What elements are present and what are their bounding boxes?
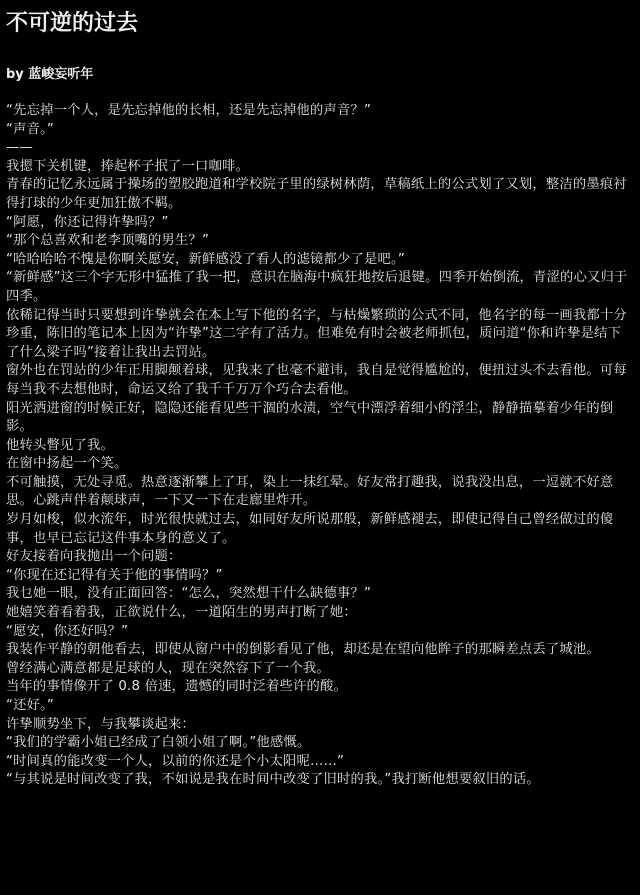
article-paragraph: 她嬉笑着看着我，正欲说什么，一道陌生的男声打断了她： [6,605,357,621]
article-paragraph: 许挚顺势坐下，与我攀谈起来： [6,716,195,732]
article-paragraph: “时间真的能改变一个人，以前的你还是个小太阳呢……” [6,753,345,769]
article-paragraph: 依稀记得当时只要想到许挚就会在本上写下他的名字，与枯燥繁琐的公式不同，他名字的每一画我都十分珍重，陈旧的笔记本上因为“许挚”这二字有了活力。但难免有时会被老师抓包，质问道“你和许挚是结下了什么梁子吗”接着让我出去罚站。 [6,307,627,360]
article-paragraph: “新鲜感”这三个字无形中猛推了我一把，意识在脑海中疯狂地按后退键。四季开始倒流，青涩的心又归于四季。 [6,270,628,304]
article-paragraph: “那个总喜欢和老李顶嘴的男生？” [6,233,210,249]
article-paragraph: 我乜她一眼，没有正面回答：“怎么，突然想干什么缺德事？” [6,586,372,602]
article-paragraph: 我摁下关机键，捧起杯子抿了一口咖啡。 [6,158,249,174]
article-paragraph: “愿安，你还好吗？” [6,623,129,639]
article-paragraph: 在窗中扬起一个笑。 [6,456,128,472]
article-paragraph: 我装作平静的朝他看去，即使从窗户中的倒影看见了他，却还是在望向他眸子的那瞬差点丢了城池。 [6,642,600,658]
article-paragraph: 他转头瞥见了我。 [6,437,114,453]
article-paragraph: “哈哈哈哈不愧是你啊关愿安，新鲜感没了看人的滤镜都少了是吧。” [6,251,405,267]
article-paragraph: 不可触摸，无处寻觅。热意逐渐攀上了耳，染上一抹红晕。好友常打趣我，说我没出息，一逗就不好意思。心跳声伴着颠球声，一下又一下在走廊里炸开。 [6,474,614,509]
article-paragraph: 窗外也在罚站的少年正用脚颠着球，见我来了也毫不避讳，我自是觉得尴尬的，便扭过头不去看他。可每每当我不去想他时，命运又给了我千千万万个巧合去看他。 [6,363,627,397]
article-paragraph: “你现在还记得有关于他的事情吗？” [6,567,223,583]
article-paragraph: 当年的事情像开了 0.8 倍速，遗憾的同时泛着些许的酸。 [6,679,348,695]
article-paragraph: 阳光洒进窗的时候正好，隐隐还能看见些干涸的水渍，空气中漂浮着细小的浮尘，静静描摹着少年的倒影。 [6,400,614,435]
article-paragraph: “我们的学霸小姐已经成了白领小姐了啊。”他感慨。 [6,735,311,751]
article-paragraph: 青春的记忆永远属于操场的塑胶跑道和学校院子里的绿树林荫，草稿纸上的公式划了又划，整洁的墨痕衬得打球的少年更加狂傲不羁。 [6,177,627,211]
article-paragraph: —— [6,140,33,156]
article-paragraph: “阿愿，你还记得许挚吗？” [6,214,169,230]
article-title: 不可逆的过去 [6,11,139,36]
article-paragraph: 曾经满心满意都是足球的人，现在突然容下了一个我。 [6,660,330,676]
article-body [6,102,634,790]
article-paragraph: “与其说是时间改变了我，不如说是我在时间中改变了旧时的我。”我打断他想要叙旧的话。 [6,772,540,788]
article-paragraph: “声音。” [6,121,55,137]
article-paragraph: “先忘掉一个人，是先忘掉他的长相，还是先忘掉他的声音？” [6,103,372,118]
article-byline: by 蓝峻妄听年 [6,67,94,82]
article-paragraph: 岁月如梭，似水流年，时光很快就过去，如同好友所说那般，新鲜感褪去，即使记得自己曾经做过的傻事，也早已忘记这件事本身的意义了。 [6,512,614,546]
article-paragraph: 好友接着向我抛出一个问题： [6,549,182,565]
article-paragraph: “还好。” [6,698,55,713]
